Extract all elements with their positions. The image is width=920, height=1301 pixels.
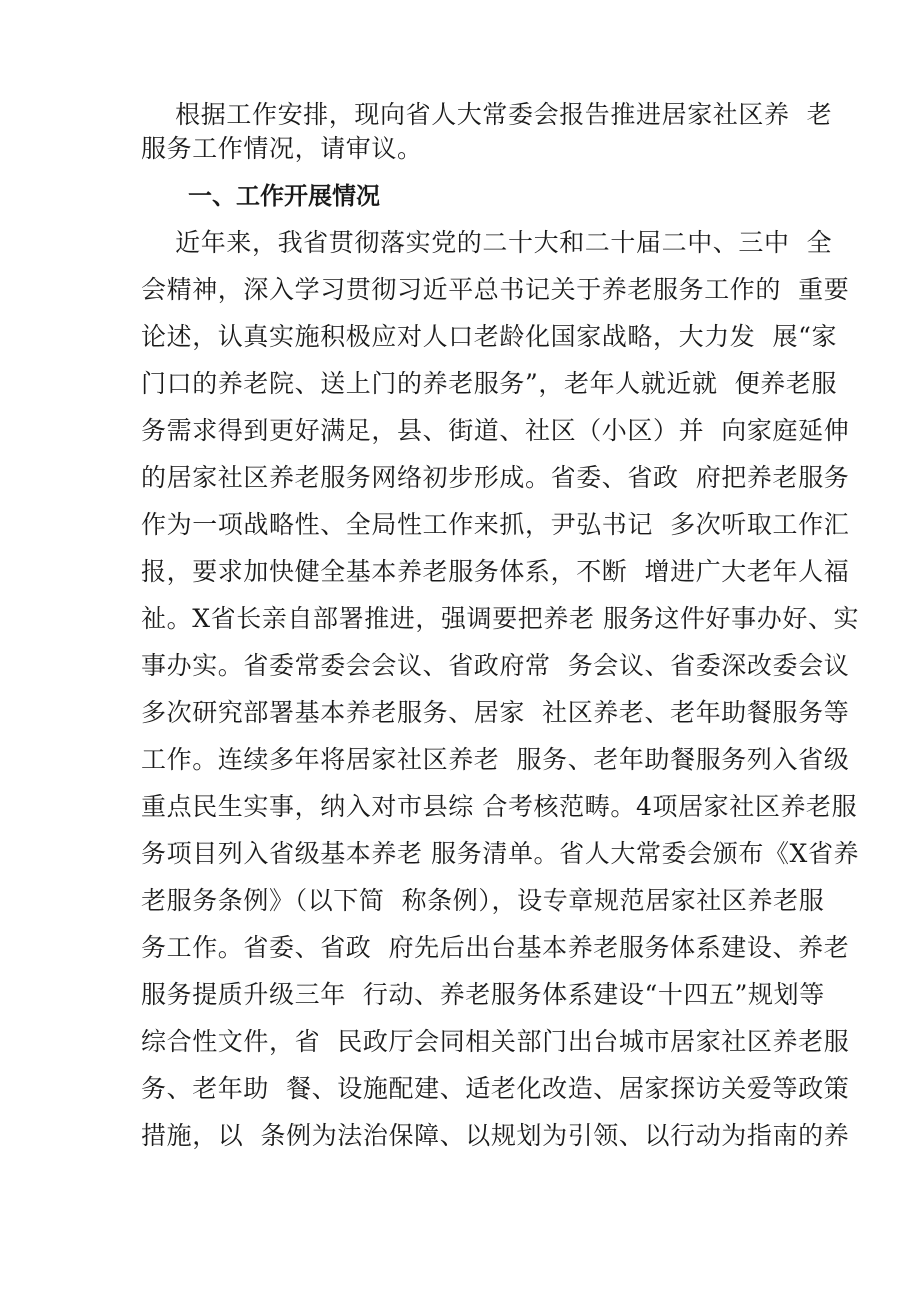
body-line-18: 综合性文件，省 民政厅会同相关部门出台城市居家社区养老服 [141,1027,850,1056]
section-heading: 一、工作开展情况 [188,182,380,210]
body-line-9: 祉。X省长亲自部署推进，强调要把养老 服务这件好事办好、实 [141,604,860,633]
body-line-3: 论述，认真实施积极应对人口老龄化国家战略，大力发 展“家 [141,322,838,351]
body-line-13: 重点民生实事，纳入对市县综 合考核范畴。4项居家社区养老服 [141,792,858,821]
body-line-5: 务需求得到更好满足，县、街道、社区（小区）并 向家庭延伸 [141,416,850,445]
body-line-12: 工作。连续多年将居家社区养老 服务、老年助餐服务列入省级 [141,745,850,774]
intro-line-2: 服务工作情况，请审议。 [141,134,423,163]
body-line-10: 事办实。省委常委会会议、省政府常 务会议、省委深改委会议 [141,651,850,680]
body-line-2: 会精神，深入学习贯彻习近平总书记关于养老服务工作的 重要 [141,275,850,304]
body-line-14: 务项目列入省级基本养老 服务清单。省人大常委会颁布《X省养 [141,839,860,868]
body-line-17: 服务提质升级三年 行动、养老服务体系建设“十四五”规划等 [141,980,825,1009]
body-line-11: 多次研究部署基本养老服务、居家 社区养老、老年助餐服务等 [141,698,850,727]
body-line-7: 作为一项战略性、全局性工作来抓，尹弘书记 多次听取工作汇 [141,510,850,539]
body-line-16: 务工作。省委、省政 府先后出台基本养老服务体系建设、养老 [141,933,850,962]
body-line-19: 务、老年助 餐、设施配建、适老化改造、居家探访关爱等政策 [141,1074,850,1103]
body-line-8: 报，要求加快健全基本养老服务体系，不断 增进广大老年人福 [141,557,850,586]
body-line-6: 的居家社区养老服务网络初步形成。省委、省政 府把养老服务 [141,463,850,492]
body-line-1: 近年来，我省贯彻落实党的二十大和二十届二中、三中 全 [141,228,833,257]
body-line-4: 门口的养老院、送上门的养老服务”，老年人就近就 便养老服 [141,369,838,398]
body-line-20: 措施，以 条例为法治保障、以规划为引领、以行动为指南的养 [141,1121,850,1150]
body-line-15: 老服务条例》（以下简 称条例），设专章规范居家社区养老服 [141,886,825,915]
intro-line-1: 根据工作安排，现向省人大常委会报告推进居家社区养 老 [141,100,833,129]
